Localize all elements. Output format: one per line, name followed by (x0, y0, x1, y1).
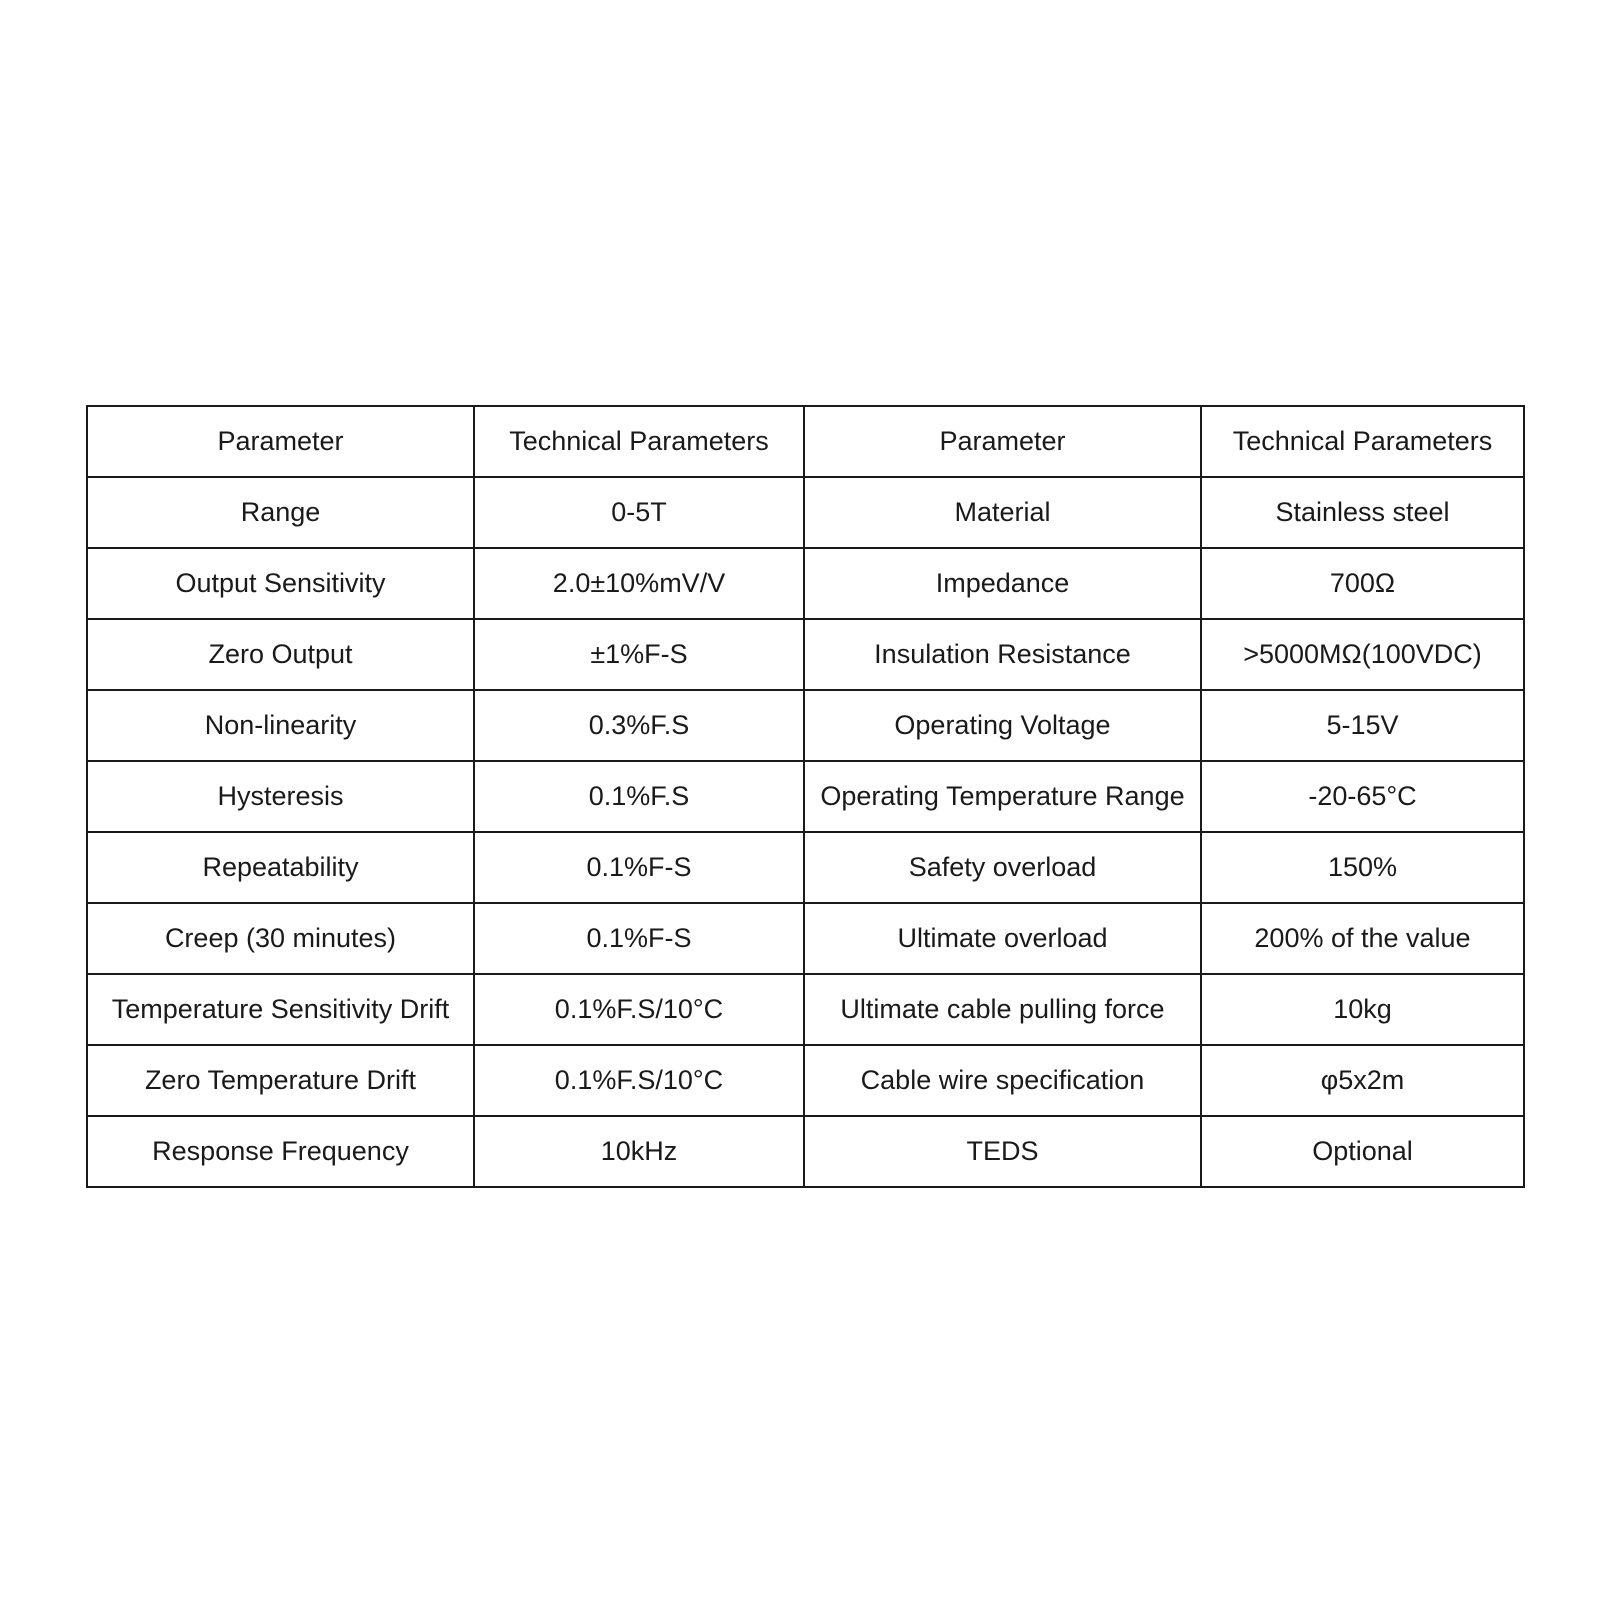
table-row (87, 832, 1524, 903)
value-cell: 700Ω (1201, 548, 1524, 619)
value-cell: 0.1%F-S (474, 832, 804, 903)
value-cell: ±1%F-S (474, 619, 804, 690)
value-cell: 10kHz (474, 1116, 804, 1187)
value-cell: 0-5T (474, 477, 804, 548)
parameter-cell: Hysteresis (87, 761, 474, 832)
parameter-cell: Non-linearity (87, 690, 474, 761)
parameter-cell: Output Sensitivity (87, 548, 474, 619)
spec-table (86, 405, 1525, 1188)
value-cell: φ5x2m (1201, 1045, 1524, 1116)
parameter-cell: Creep (30 minutes) (87, 903, 474, 974)
parameter-cell: Cable wire specification (804, 1045, 1201, 1116)
table-row (87, 548, 1524, 619)
parameter-cell: Ultimate cable pulling force (804, 974, 1201, 1045)
parameter-cell: Range (87, 477, 474, 548)
header-cell: Technical Parameters (474, 406, 804, 477)
value-cell: 150% (1201, 832, 1524, 903)
parameter-cell: Operating Voltage (804, 690, 1201, 761)
value-cell: 2.0±10%mV/V (474, 548, 804, 619)
header-cell: Parameter (87, 406, 474, 477)
parameter-cell: Temperature Sensitivity Drift (87, 974, 474, 1045)
value-cell: 200% of the value (1201, 903, 1524, 974)
parameter-cell: Insulation Resistance (804, 619, 1201, 690)
parameter-cell: Zero Temperature Drift (87, 1045, 474, 1116)
parameter-cell: Impedance (804, 548, 1201, 619)
parameter-cell: Response Frequency (87, 1116, 474, 1187)
parameter-cell: TEDS (804, 1116, 1201, 1187)
table-row (87, 761, 1524, 832)
table-row (87, 1116, 1524, 1187)
table-header-row (87, 406, 1524, 477)
table-row (87, 974, 1524, 1045)
value-cell: 0.1%F.S (474, 761, 804, 832)
table-row (87, 1045, 1524, 1116)
value-cell: 10kg (1201, 974, 1524, 1045)
value-cell: 0.1%F-S (474, 903, 804, 974)
value-cell: Stainless steel (1201, 477, 1524, 548)
value-cell: -20-65°C (1201, 761, 1524, 832)
value-cell: 0.1%F.S/10°C (474, 1045, 804, 1116)
value-cell: 0.1%F.S/10°C (474, 974, 804, 1045)
parameter-cell: Safety overload (804, 832, 1201, 903)
table-row (87, 619, 1524, 690)
value-cell: Optional (1201, 1116, 1524, 1187)
header-cell: Technical Parameters (1201, 406, 1524, 477)
parameter-cell: Operating Temperature Range (804, 761, 1201, 832)
value-cell: 0.3%F.S (474, 690, 804, 761)
value-cell: 5-15V (1201, 690, 1524, 761)
table-row (87, 690, 1524, 761)
value-cell: >5000MΩ(100VDC) (1201, 619, 1524, 690)
table-row (87, 903, 1524, 974)
header-cell: Parameter (804, 406, 1201, 477)
parameter-cell: Zero Output (87, 619, 474, 690)
table-row (87, 477, 1524, 548)
parameter-cell: Material (804, 477, 1201, 548)
parameter-cell: Ultimate overload (804, 903, 1201, 974)
parameter-cell: Repeatability (87, 832, 474, 903)
